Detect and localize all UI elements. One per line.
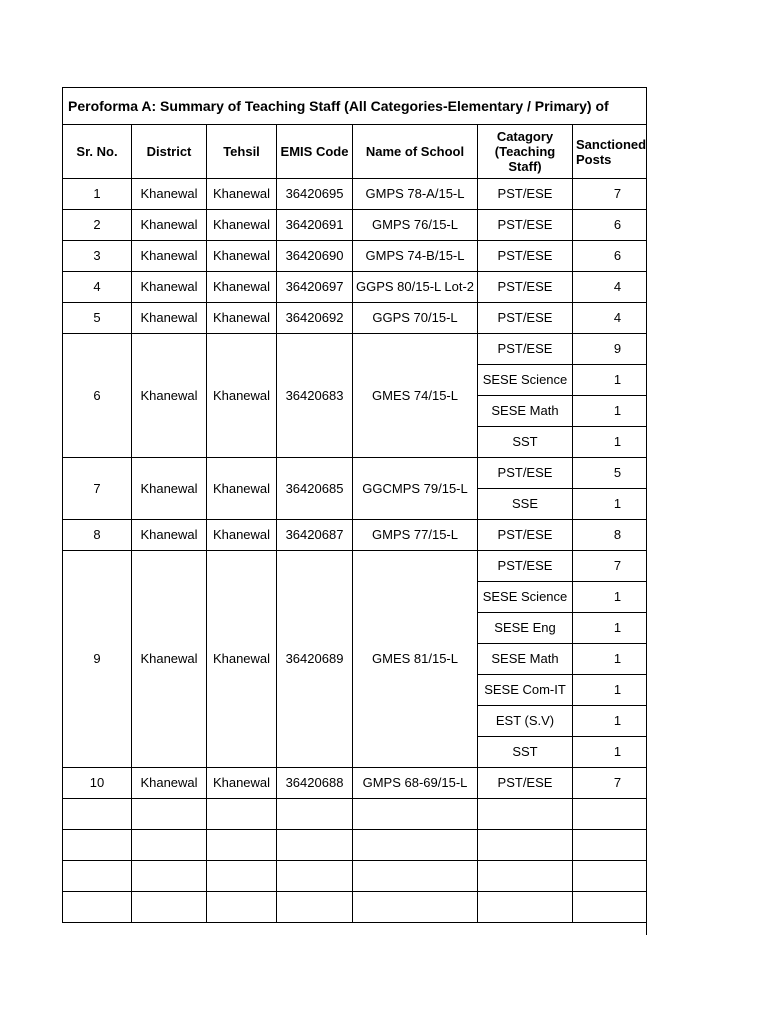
sanctioned-posts-cell: 1	[573, 489, 648, 520]
emis-code-cell: 36420688	[277, 768, 353, 799]
sanctioned-posts-cell: 6	[573, 241, 648, 272]
empty-cell	[277, 830, 353, 861]
category-cell: PST/ESE	[478, 179, 573, 210]
empty-cell	[573, 861, 648, 892]
empty-cell	[573, 830, 648, 861]
sanctioned-posts-cell: 1	[573, 582, 648, 613]
school-name-cell: GGPS 70/15-L	[353, 303, 478, 334]
tehsil-cell: Khanewal	[207, 768, 277, 799]
title-row	[63, 88, 648, 125]
sr-no-cell: 1	[63, 179, 132, 210]
empty-cell	[207, 861, 277, 892]
empty-row	[63, 861, 648, 892]
table-body	[63, 179, 648, 923]
header-sanctioned-posts: Sanctioned Posts	[573, 125, 648, 179]
sr-no-cell: 7	[63, 458, 132, 520]
tehsil-cell: Khanewal	[207, 334, 277, 458]
empty-cell	[63, 892, 132, 923]
emis-code-cell: 36420685	[277, 458, 353, 520]
school-name-cell: GGPS 80/15-L Lot-2	[353, 272, 478, 303]
school-name-cell: GGCMPS 79/15-L	[353, 458, 478, 520]
district-cell: Khanewal	[132, 272, 207, 303]
category-cell: PST/ESE	[478, 334, 573, 365]
empty-cell	[132, 830, 207, 861]
district-cell: Khanewal	[132, 551, 207, 768]
table-row	[63, 241, 648, 272]
empty-cell	[63, 799, 132, 830]
staff-summary-table	[62, 87, 647, 923]
empty-cell	[207, 830, 277, 861]
empty-cell	[207, 799, 277, 830]
district-cell: Khanewal	[132, 179, 207, 210]
empty-cell	[277, 861, 353, 892]
sanctioned-posts-cell: 7	[573, 551, 648, 582]
category-cell: PST/ESE	[478, 241, 573, 272]
school-name-cell: GMPS 77/15-L	[353, 520, 478, 551]
sanctioned-posts-cell: 4	[573, 272, 648, 303]
tehsil-cell: Khanewal	[207, 272, 277, 303]
emis-code-cell: 36420697	[277, 272, 353, 303]
emis-code-cell: 36420690	[277, 241, 353, 272]
emis-code-cell: 36420683	[277, 334, 353, 458]
sr-no-cell: 8	[63, 520, 132, 551]
sr-no-cell: 10	[63, 768, 132, 799]
sanctioned-posts-cell: 6	[573, 210, 648, 241]
category-cell: PST/ESE	[478, 458, 573, 489]
empty-cell	[353, 830, 478, 861]
district-cell: Khanewal	[132, 520, 207, 551]
table-row	[63, 272, 648, 303]
sanctioned-posts-cell: 1	[573, 613, 648, 644]
district-cell: Khanewal	[132, 334, 207, 458]
tehsil-cell: Khanewal	[207, 458, 277, 520]
empty-cell	[353, 861, 478, 892]
school-name-cell: GMES 74/15-L	[353, 334, 478, 458]
sanctioned-posts-cell: 1	[573, 365, 648, 396]
header-category: Catagory (Teaching Staff)	[478, 125, 573, 179]
empty-cell	[63, 830, 132, 861]
category-cell: SESE Com-IT	[478, 675, 573, 706]
sr-no-cell: 9	[63, 551, 132, 768]
school-name-cell: GMPS 68-69/15-L	[353, 768, 478, 799]
empty-cell	[132, 892, 207, 923]
category-cell: SESE Eng	[478, 613, 573, 644]
empty-cell	[63, 861, 132, 892]
table-row	[63, 303, 648, 334]
tehsil-cell: Khanewal	[207, 241, 277, 272]
sr-no-cell: 6	[63, 334, 132, 458]
category-cell: PST/ESE	[478, 551, 573, 582]
sheet-right-edge	[646, 87, 647, 935]
sanctioned-posts-cell: 1	[573, 706, 648, 737]
empty-cell	[478, 892, 573, 923]
empty-cell	[478, 830, 573, 861]
emis-code-cell: 36420689	[277, 551, 353, 768]
table-row	[63, 210, 648, 241]
category-cell: PST/ESE	[478, 768, 573, 799]
empty-row	[63, 799, 648, 830]
header-emis-code: EMIS Code	[277, 125, 353, 179]
school-name-cell: GMES 81/15-L	[353, 551, 478, 768]
empty-cell	[573, 799, 648, 830]
empty-cell	[277, 799, 353, 830]
header-sr-no: Sr. No.	[63, 125, 132, 179]
sr-no-cell: 2	[63, 210, 132, 241]
table-row	[63, 179, 648, 210]
empty-cell	[207, 892, 277, 923]
sanctioned-posts-cell: 9	[573, 334, 648, 365]
category-cell: SST	[478, 737, 573, 768]
district-cell: Khanewal	[132, 768, 207, 799]
table-row	[63, 520, 648, 551]
emis-code-cell: 36420695	[277, 179, 353, 210]
empty-cell	[353, 892, 478, 923]
empty-cell	[132, 861, 207, 892]
category-cell: SESE Science	[478, 582, 573, 613]
district-cell: Khanewal	[132, 458, 207, 520]
category-cell: PST/ESE	[478, 210, 573, 241]
table-row	[63, 334, 648, 365]
district-cell: Khanewal	[132, 210, 207, 241]
category-cell: SST	[478, 427, 573, 458]
sanctioned-posts-cell: 1	[573, 644, 648, 675]
emis-code-cell: 36420692	[277, 303, 353, 334]
emis-code-cell: 36420687	[277, 520, 353, 551]
category-cell: SSE	[478, 489, 573, 520]
sanctioned-posts-cell: 1	[573, 675, 648, 706]
category-cell: SESE Math	[478, 644, 573, 675]
sr-no-cell: 4	[63, 272, 132, 303]
emis-code-cell: 36420691	[277, 210, 353, 241]
table-row	[63, 551, 648, 582]
header-tehsil: Tehsil	[207, 125, 277, 179]
table-title: Peroforma A: Summary of Teaching Staff (All Categories-Elementary / Primary) of	[63, 88, 648, 125]
category-cell: SESE Math	[478, 396, 573, 427]
tehsil-cell: Khanewal	[207, 520, 277, 551]
empty-row	[63, 830, 648, 861]
sanctioned-posts-cell: 1	[573, 427, 648, 458]
sanctioned-posts-cell: 7	[573, 179, 648, 210]
school-name-cell: GMPS 78-A/15-L	[353, 179, 478, 210]
sr-no-cell: 3	[63, 241, 132, 272]
header-district: District	[132, 125, 207, 179]
district-cell: Khanewal	[132, 303, 207, 334]
sr-no-cell: 5	[63, 303, 132, 334]
empty-cell	[353, 799, 478, 830]
sanctioned-posts-cell: 1	[573, 396, 648, 427]
sanctioned-posts-cell: 1	[573, 737, 648, 768]
sanctioned-posts-cell: 5	[573, 458, 648, 489]
empty-cell	[277, 892, 353, 923]
category-cell: EST (S.V)	[478, 706, 573, 737]
tehsil-cell: Khanewal	[207, 179, 277, 210]
category-cell: PST/ESE	[478, 303, 573, 334]
sanctioned-posts-cell: 4	[573, 303, 648, 334]
sanctioned-posts-cell: 7	[573, 768, 648, 799]
category-cell: PST/ESE	[478, 520, 573, 551]
table-row	[63, 458, 648, 489]
spreadsheet	[62, 87, 647, 935]
empty-cell	[478, 861, 573, 892]
header-row	[63, 125, 648, 179]
empty-cell	[132, 799, 207, 830]
tehsil-cell: Khanewal	[207, 551, 277, 768]
empty-cell	[573, 892, 648, 923]
tehsil-cell: Khanewal	[207, 210, 277, 241]
school-name-cell: GMPS 76/15-L	[353, 210, 478, 241]
empty-row	[63, 892, 648, 923]
category-cell: SESE Science	[478, 365, 573, 396]
school-name-cell: GMPS 74-B/15-L	[353, 241, 478, 272]
category-cell: PST/ESE	[478, 272, 573, 303]
empty-cell	[478, 799, 573, 830]
tehsil-cell: Khanewal	[207, 303, 277, 334]
table-row	[63, 768, 648, 799]
district-cell: Khanewal	[132, 241, 207, 272]
header-school-name: Name of School	[353, 125, 478, 179]
sanctioned-posts-cell: 8	[573, 520, 648, 551]
